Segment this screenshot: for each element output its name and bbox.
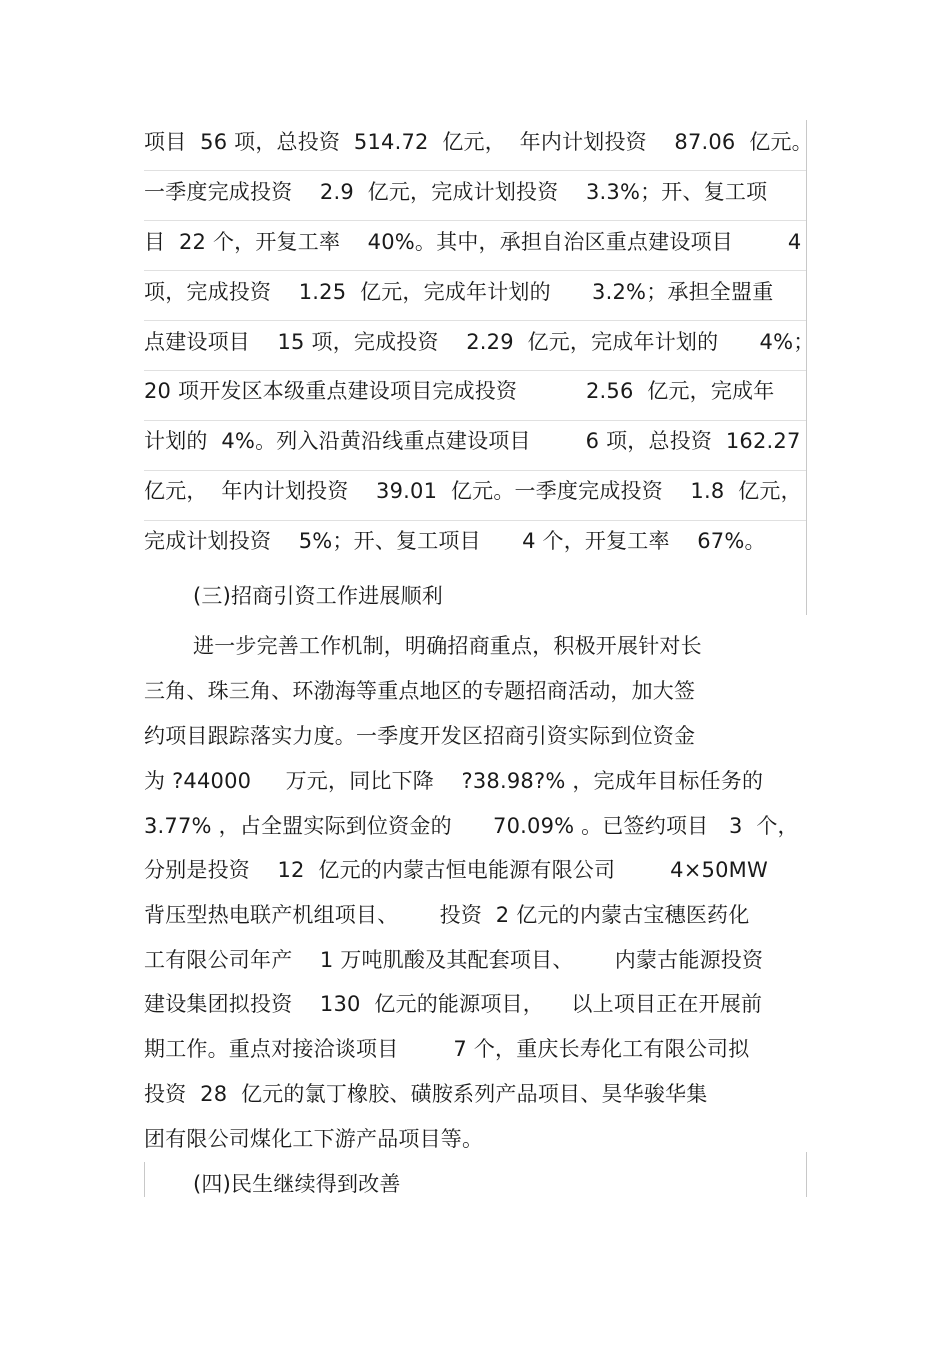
- paragraph-line: 20 项开发区本级重点建设项目完成投资 2.56 亿元，完成年: [144, 379, 775, 403]
- paragraph-line: 点建设项目 15 项，完成投资 2.29 亿元，完成年计划的 4%；: [144, 330, 815, 354]
- row-divider: [144, 270, 806, 271]
- right-border-line-lower: [806, 1152, 807, 1197]
- paragraph-line: 约项目跟踪落实力度。一季度开发区招商引资实际到位资金: [144, 724, 696, 748]
- paragraph-line: 背压型热电联产机组项目、 投资 2 亿元的内蒙古宝穗医药化: [144, 903, 750, 927]
- paragraph-line: 计划的 4%。列入沿黄沿线重点建设项目 6 项，总投资 162.27: [144, 429, 801, 453]
- paragraph-line: 项目 56 项，总投资 514.72 亿元， 年内计划投资 87.06 亿元。: [144, 130, 813, 154]
- left-border-line-lower: [144, 1162, 145, 1197]
- section-heading: (三)招商引资工作进展顺利: [193, 584, 443, 608]
- paragraph-line: 进一步完善工作机制，明确招商重点，积极开展针对长: [193, 634, 702, 658]
- row-divider: [144, 370, 806, 371]
- paragraph-line: 期工作。重点对接洽谈项目 7 个，重庆长寿化工有限公司拟: [144, 1037, 750, 1061]
- paragraph-line: 目 22 个，开复工率 40%。其中，承担自治区重点建设项目 4: [144, 230, 802, 254]
- row-divider: [144, 170, 806, 171]
- paragraph-line: 3.77% ，占全盟实际到位资金的 70.09% 。已签约项目 3 个，: [144, 814, 799, 838]
- paragraph-line: 项，完成投资 1.25 亿元，完成年计划的 3.2%；承担全盟重: [144, 280, 774, 304]
- row-divider: [144, 220, 806, 221]
- row-divider: [144, 520, 806, 521]
- paragraph-line: 三角、珠三角、环渤海等重点地区的专题招商活动，加大签: [144, 679, 696, 703]
- row-divider: [144, 420, 806, 421]
- paragraph-line: 投资 28 亿元的氯丁橡胶、磺胺系列产品项目、昊华骏华集: [144, 1082, 708, 1106]
- row-divider: [144, 470, 806, 471]
- paragraph-line: 一季度完成投资 2.9 亿元，完成计划投资 3.3%；开、复工项: [144, 180, 768, 204]
- paragraph-line: 建设集团拟投资 130 亿元的能源项目， 以上项目正在开展前: [144, 992, 763, 1016]
- row-divider: [144, 320, 806, 321]
- paragraph-line: 团有限公司煤化工下游产品项目等。: [144, 1127, 484, 1151]
- section-heading: (四)民生继续得到改善: [193, 1172, 401, 1196]
- paragraph-line: 为 ?44000 万元，同比下降 ?38.98?% ，完成年目标任务的: [144, 769, 764, 793]
- paragraph-line: 完成计划投资 5%；开、复工项目 4 个，开复工率 67%。: [144, 529, 766, 553]
- paragraph-line: 分别是投资 12 亿元的内蒙古恒电能源有限公司 4×50MW: [144, 858, 768, 882]
- right-border-line: [806, 120, 807, 615]
- paragraph-line: 工有限公司年产 1 万吨肌酸及其配套项目、 内蒙古能源投资: [144, 948, 764, 972]
- paragraph-line: 亿元， 年内计划投资 39.01 亿元。一季度完成投资 1.8 亿元，: [144, 479, 802, 503]
